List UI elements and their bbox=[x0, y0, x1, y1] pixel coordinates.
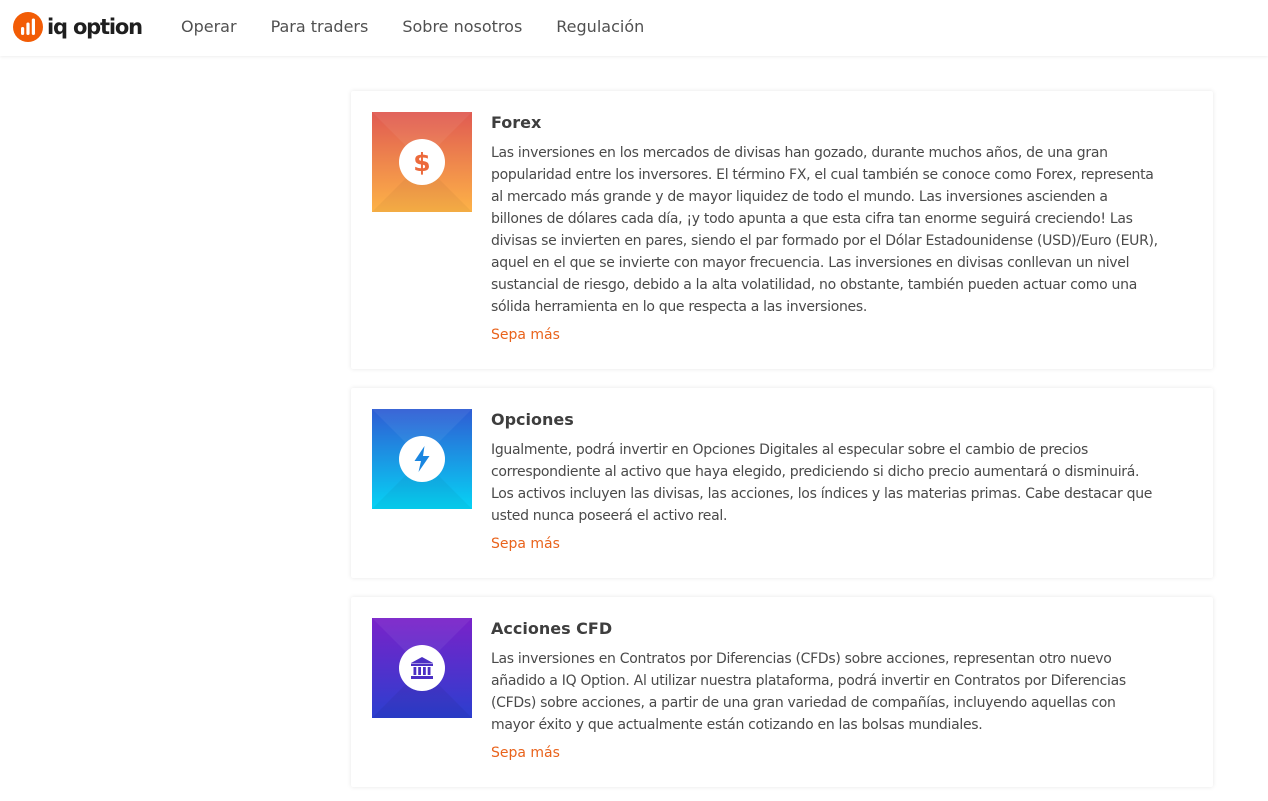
nav-item-operar[interactable]: Operar bbox=[181, 17, 237, 36]
card-text-forex: Las inversiones en los mercados de divisas han gozado, durante muchos años, de una gran popularidad entre los inversores. El término FX, el cual también se conoce como Forex, representa al mercado más grande y de mayor liquidez de todo el mundo. Las inversiones ascienden a billones de dólares cada día, ¡y todo apunta a que esta cifra tan enorme seguirá creciendo! Las divisas se invierten en pares, siendo el par formado por el Dólar Estadounidense (USD)/Euro (EUR), aquel en el que se invierte con mayor frecuencia. Las inversiones en divisas conllevan un nivel sustancial de riesgo, debido a la alta volatilidad, no obstante, también pueden actuar como una sólida herramienta en lo que respecta a las inversiones. bbox=[491, 145, 1158, 315]
forex-tile bbox=[372, 112, 472, 212]
card-title-forex: Forex bbox=[491, 113, 542, 132]
product-card-forex bbox=[351, 91, 1213, 369]
product-card-opciones bbox=[351, 388, 1213, 578]
card-text-acciones-cfd: Las inversiones en Contratos por Diferencias (CFDs) sobre acciones, representan otro nuevo añadido a IQ Option. Al utilizar nuestra plataforma, podrá invertir en Contratos por Diferencias (CFDs) sobre acciones, a partir de una gran variedad de compañías, incluyendo aquellas con mayor éxito y que actualmente están cotizando en las bolsas mundiales. bbox=[491, 651, 1126, 733]
sepa-mas-link-opciones[interactable]: Sepa más bbox=[491, 536, 560, 552]
nav-item-para-traders[interactable]: Para traders bbox=[270, 17, 369, 36]
top-header bbox=[0, 0, 1268, 56]
sepa-mas-link-forex[interactable]: Sepa más bbox=[491, 327, 560, 343]
card-title-acciones-cfd: Acciones CFD bbox=[491, 619, 613, 638]
sepa-mas-link-acciones-cfd[interactable]: Sepa más bbox=[491, 745, 560, 761]
opciones-tile bbox=[372, 409, 472, 509]
lightning-icon bbox=[407, 444, 437, 474]
nav-item-regulacion[interactable]: Regulación bbox=[556, 17, 645, 36]
logo-text: iq option bbox=[47, 15, 142, 39]
product-card-acciones-cfd bbox=[351, 597, 1213, 787]
iq-option-logo[interactable] bbox=[13, 11, 142, 43]
logo-bars-icon bbox=[13, 12, 43, 42]
dollar-icon bbox=[407, 147, 437, 177]
card-text-opciones: Igualmente, podrá invertir en Opciones Digitales al especular sobre el cambio de precios correspondiente al activo que haya elegido, prediciendo si dicho precio aumentará o disminuirá. Los activos incluyen las divisas, las acciones, los índices y las materias primas. Cabe destacar que usted nunca poseerá el activo real. bbox=[491, 442, 1153, 524]
main-nav bbox=[181, 0, 678, 53]
acciones-cfd-tile bbox=[372, 618, 472, 718]
nav-item-sobre-nosotros[interactable]: Sobre nosotros bbox=[402, 17, 523, 36]
svg-text:$: $ bbox=[413, 148, 431, 177]
bank-icon bbox=[407, 653, 437, 683]
card-title-opciones: Opciones bbox=[491, 410, 574, 429]
